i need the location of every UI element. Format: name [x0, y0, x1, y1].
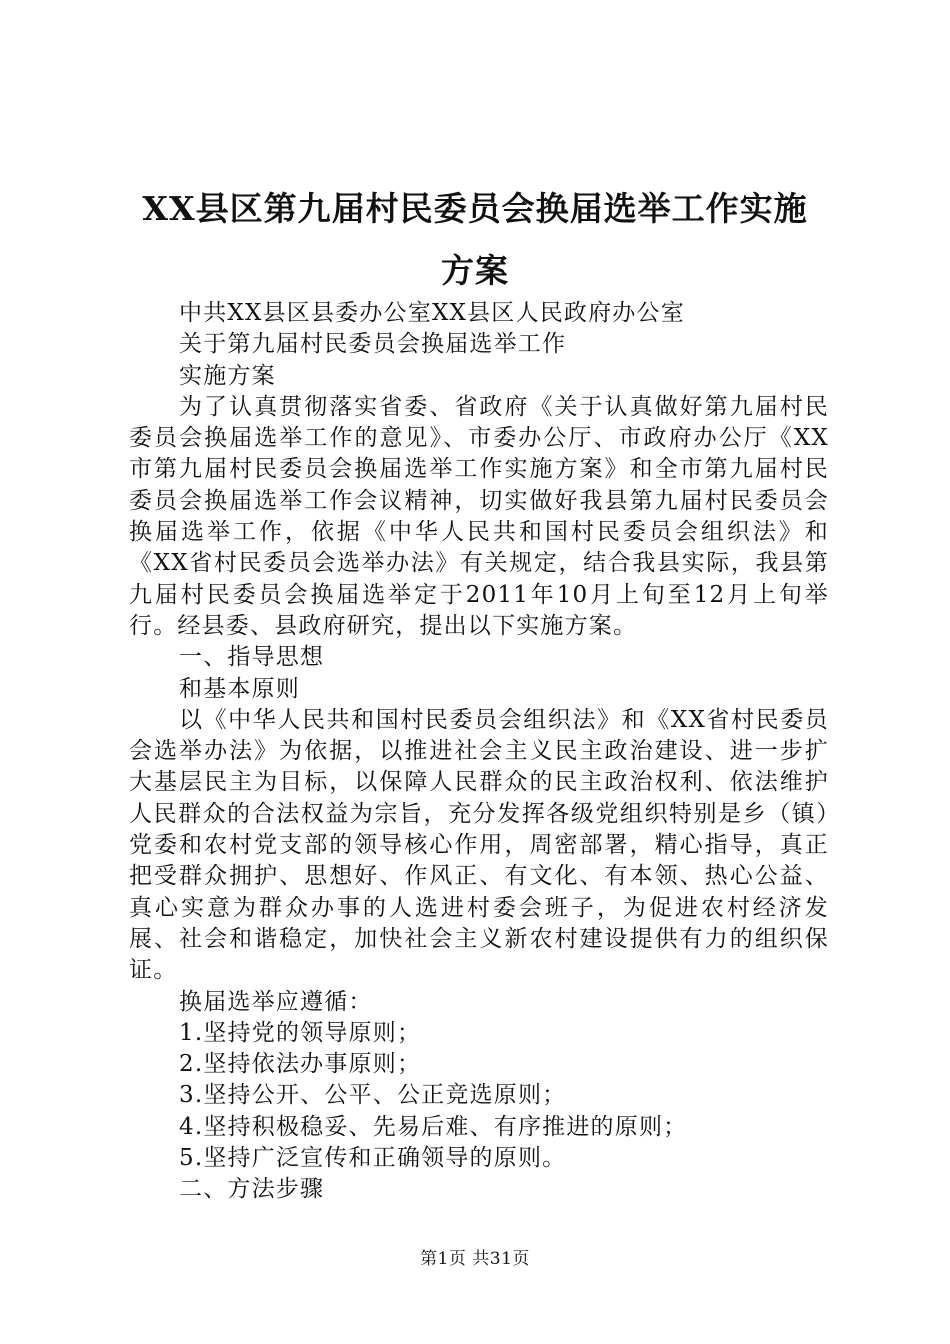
section-1-heading: 一、指导思想: [179, 644, 325, 671]
subject-line-2: 实施方案: [179, 362, 276, 389]
principles-intro: 换届选举应遵循：: [179, 988, 373, 1015]
principle-item: 1.坚持党的领导原则；: [179, 1019, 422, 1046]
document-body: [129, 298, 829, 1206]
section-1-heading-cont: 和基本原则: [179, 675, 300, 702]
issuer-line: 中共XX县区县委办公室XX县区人民政府办公室: [179, 300, 685, 326]
title-line-1: XX县区第九届村民委员会换届选举工作实施: [142, 189, 808, 228]
subject-line: 关于第九届村民委员会换届选举工作: [179, 331, 567, 358]
section-1-paragraph: 以《中华人民共和国村民委员会组织法》和《XX省村民委员会选举办法》为依据，以推进社会主义民主政治建设、进一步扩大基层民主为目标，以保障人民群众的民主政治权利、依法维护人民群众的合法权益为宗旨，充分发挥各级党组织特别是乡（镇）党委和农村党支部的领导核心作用，周密部署，精心指导，真正把受群众拥护、思想好、作风正、有文化、有本领、热心公益、真心实意为群众办事的人选进村委会班子，为促进农村经济发展、社会和谐稳定，加快社会主义新农村建设提供有力的组织保证。: [129, 706, 829, 984]
section-2-heading: 二、方法步骤: [179, 1176, 325, 1203]
principle-item: 5.坚持广泛宣传和正确领导的原则。: [179, 1145, 567, 1172]
page-number-footer: 第1页 共31页: [420, 1249, 530, 1269]
principle-item: 4.坚持积极稳妥、先易后难、有序推进的原则；: [179, 1113, 688, 1140]
document-title: [100, 178, 850, 302]
principle-item: 3.坚持公开、公平、公正竞选原则；: [179, 1082, 567, 1109]
title-line-2: 方案: [441, 251, 509, 290]
intro-paragraph: 为了认真贯彻落实省委、省政府《关于认真做好第九届村民委员会换届选举工作的意见》、市委办公厅、市政府办公厅《XX市第九届村民委员会换届选举工作实施方案》和全市第九届村民委员会换届选举工作会议精神，切实做好我县第九届村民委员会换届选举工作，依据《中华人民共和国村民委员会组织法》和《XX省村民委员会选举办法》有关规定，结合我县实际，我县第九届村民委员会换届选举定于2011年10月上旬至12月上旬举行。经县委、县政府研究，提出以下实施方案。: [129, 393, 829, 639]
principle-item: 2.坚持依法办事原则；: [179, 1051, 422, 1078]
